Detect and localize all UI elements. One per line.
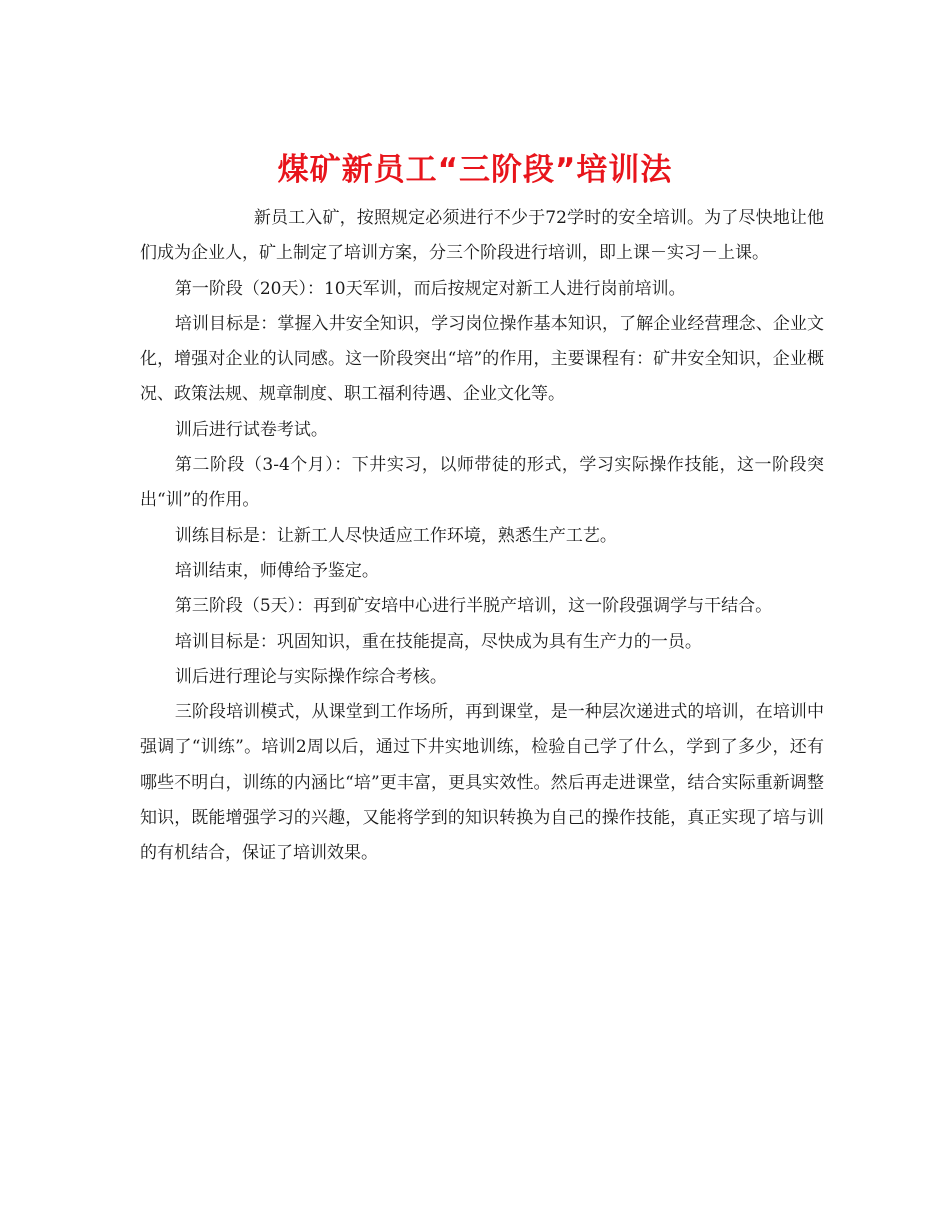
intro-paragraph: 新员工入矿，按照规定必须进行不少于72学时的安全培训。为了尽快地让他们成为企业人，矿上制定了培训方案，分三个阶段进行培训，即上课－实习－上课。 xyxy=(140,208,824,264)
stage-three-exam-paragraph: 训后进行理论与实际操作综合考核。 xyxy=(174,666,447,687)
stage-one-paragraph: 第一阶段（20天）：10天军训，而后按规定对新工人进行岗前培训。 xyxy=(174,278,686,299)
stage-three-paragraph: 第三阶段（5天）：再到矿安培中心进行半脱产培训，这一阶段强调学与干结合。 xyxy=(174,596,773,617)
document-body xyxy=(140,201,824,872)
stage-two-end-paragraph: 培训结束，师傅给予鉴定。 xyxy=(174,560,379,581)
stage-two-paragraph: 第二阶段（3-4个月）：下井实习，以师带徒的形式，学习实际操作技能，这一阶段突出“训”的作用。 xyxy=(140,455,824,511)
summary-paragraph: 三阶段培训模式，从课堂到工作场所，再到课堂，是一种层次递进式的培训，在培训中强调了“训练”。培训2周以后，通过下井实地训练，检验自己学了什么，学到了多少，还有哪些不明白，训练的内涵比“培”更丰富，更具实效性。然后再走进课堂，结合实际重新调整知识，既能增强学习的兴趣，又能将学到的知识转换为自己的操作技能，真正实现了培与训的有机结合，保证了培训效果。 xyxy=(140,702,824,864)
document-title: 煤矿新员工“三阶段”培训法 xyxy=(277,151,673,188)
stage-one-goal-paragraph: 培训目标是：掌握入井安全知识，学习岗位操作基本知识，了解企业经营理念、企业文化，增强对企业的认同感。这一阶段突出“培”的作用，主要课程有：矿井安全知识，企业概况、政策法规、规章制度、职工福利待遇、企业文化等。 xyxy=(140,313,824,405)
stage-three-goal-paragraph: 培训目标是：巩固知识，重在技能提高，尽快成为具有生产力的一员。 xyxy=(174,631,702,652)
stage-one-exam-paragraph: 训后进行试卷考试。 xyxy=(174,419,328,440)
stage-two-goal-paragraph: 训练目标是：让新工人尽快适应工作环境，熟悉生产工艺。 xyxy=(174,525,617,546)
